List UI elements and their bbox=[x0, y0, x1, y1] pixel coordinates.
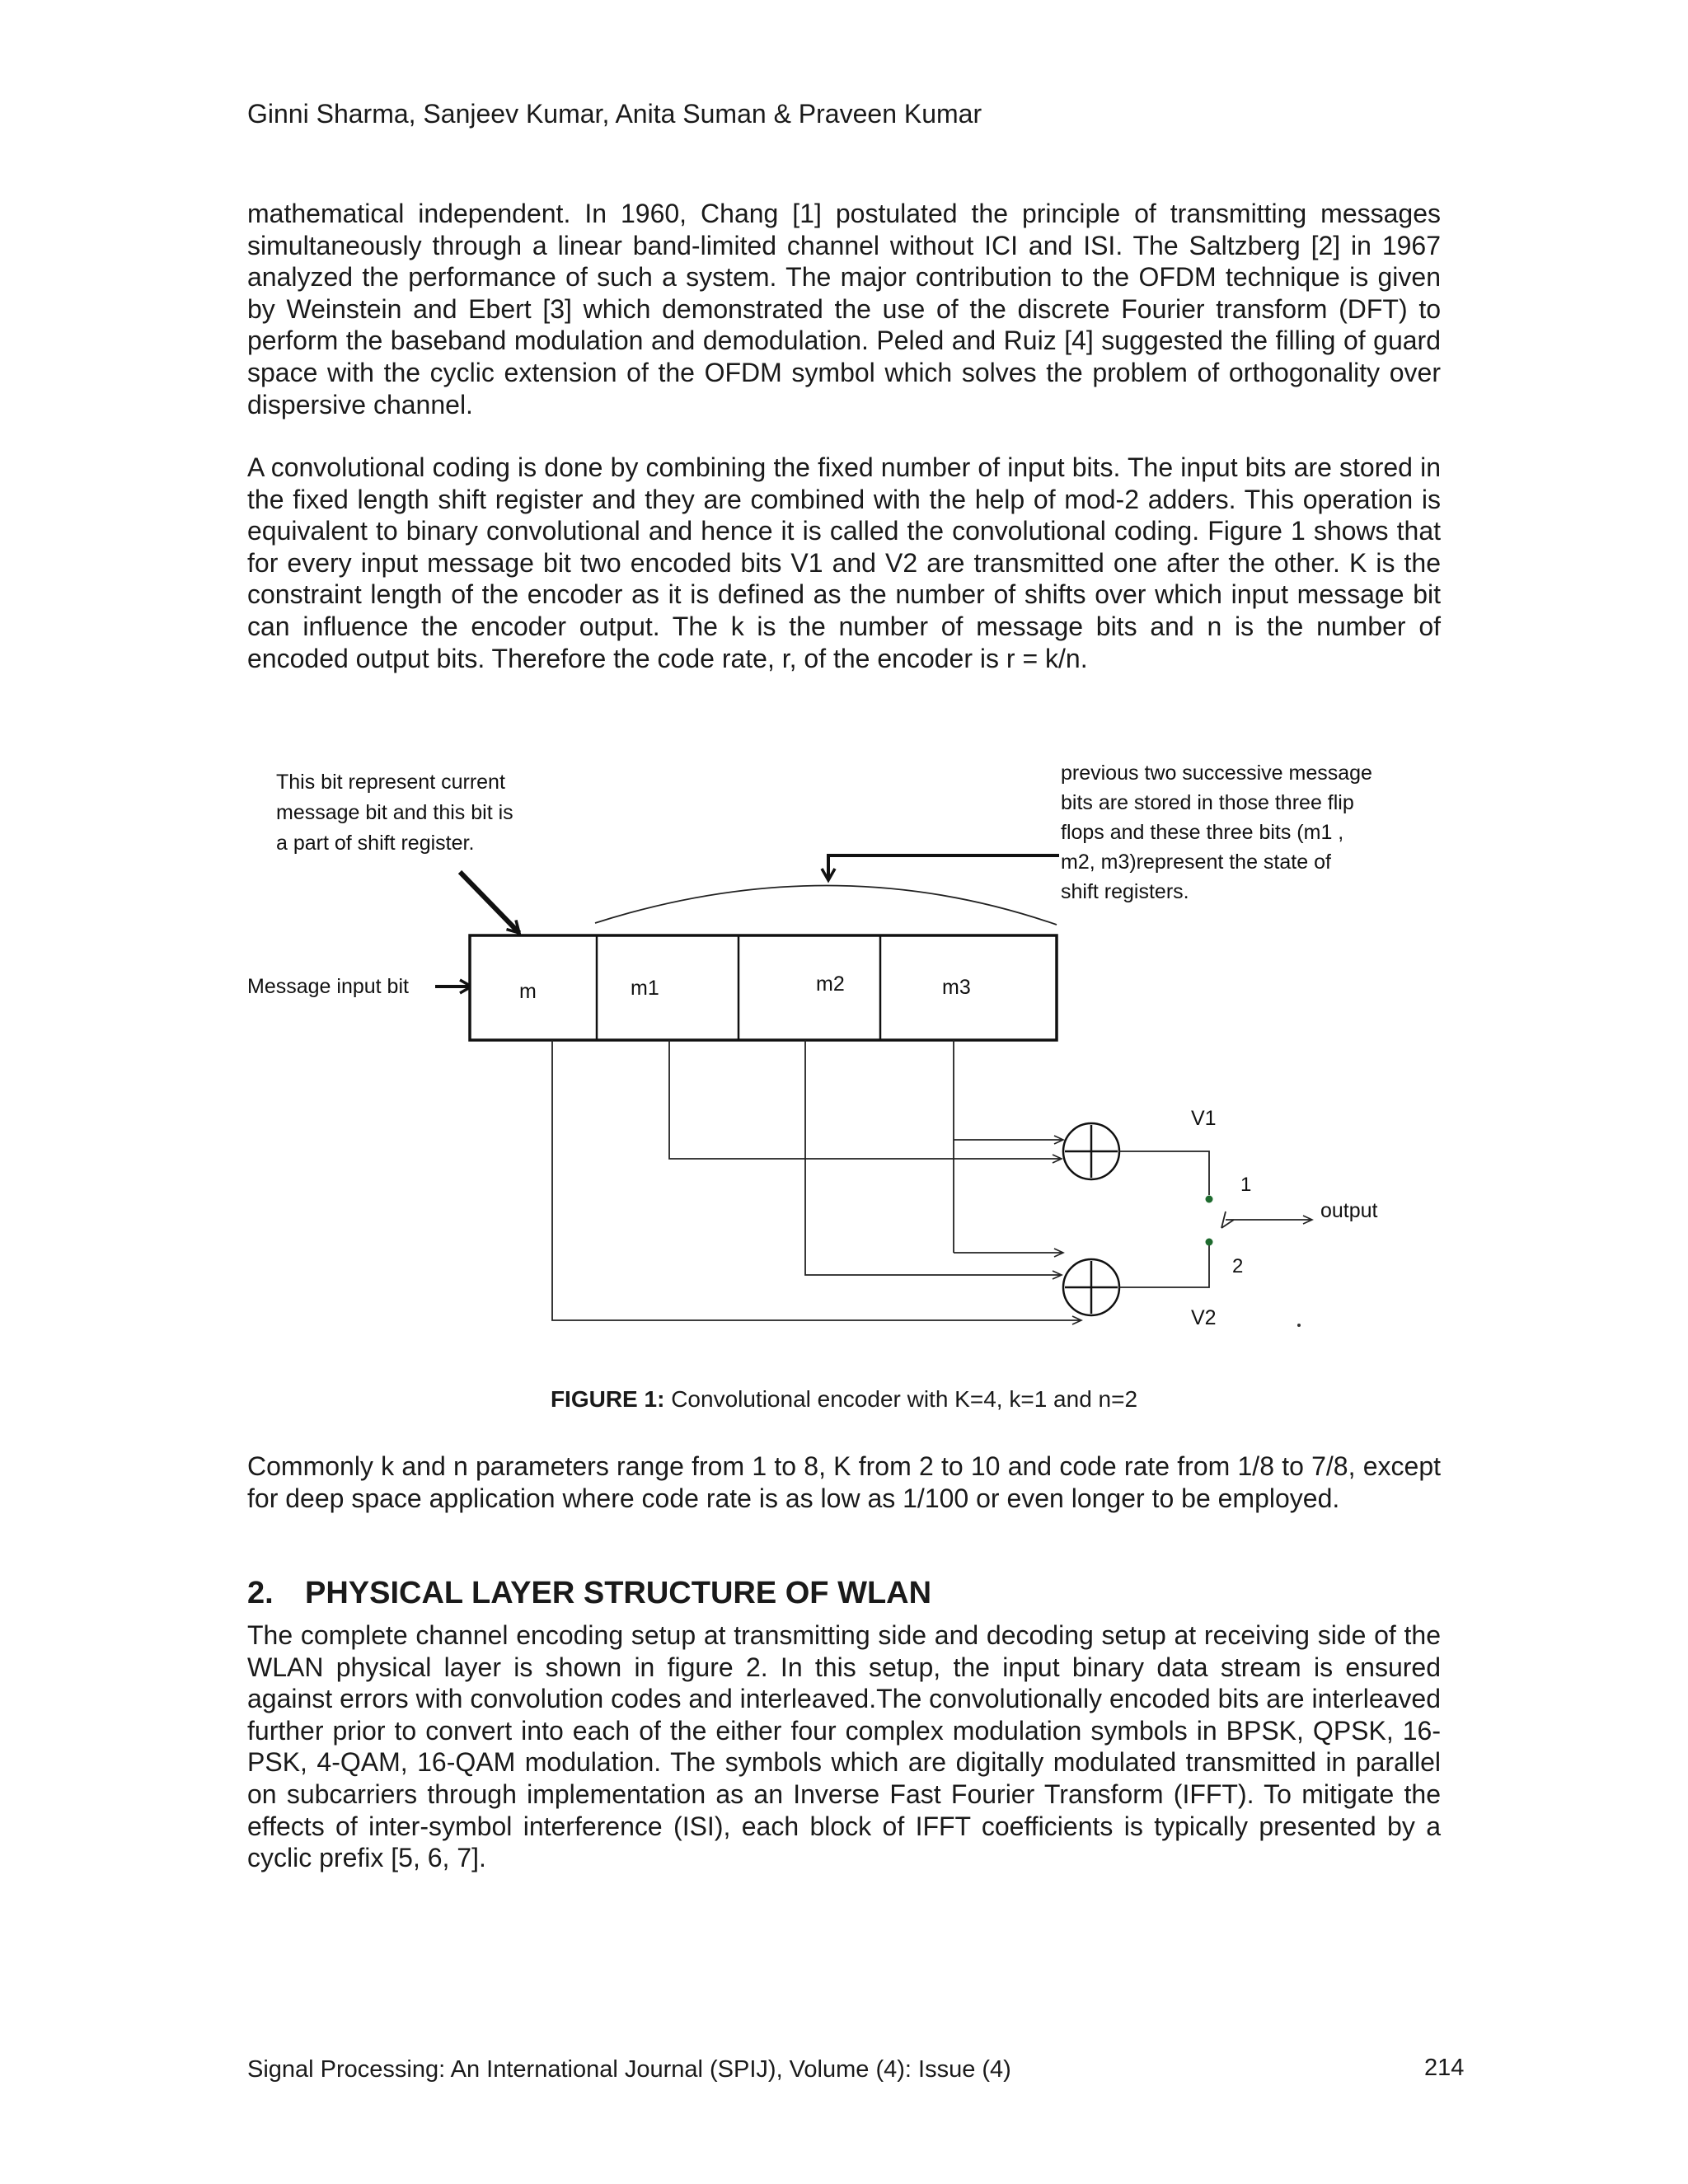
note-left-line-2: message bit and this bit is bbox=[276, 801, 513, 824]
adder-v1 bbox=[1063, 1123, 1119, 1179]
note-left-line-3: a part of shift register. bbox=[276, 832, 475, 855]
tap-wires bbox=[552, 1040, 1081, 1320]
section-heading bbox=[247, 1576, 931, 1611]
paragraph-wlan-physical-layer: The complete channel encoding setup at transmitting side and decoding setup at receiving side of the WLAN physical layer is shown in figure 2. In this setup, the input binary data stream is ensured against errors with convolution codes and interleaved.The convolutionally encoded bits are interleaved further prior to convert into each of the either four complex modulation symbols in BPSK, QPSK, 16-PSK, 4-QAM, 16-QAM modulation. The symbols which are digitally modulated transmitted in parallel on subcarriers through implementation as an Inverse Fast Fourier Transform (IFFT). To mitigate the effects of inter-symbol interference (ISI), each block of IFFT coefficients is typically presented by a cyclic prefix [5, 6, 7]. bbox=[247, 1620, 1441, 1873]
switch-position-1: 1 bbox=[1240, 1174, 1252, 1196]
cell-m1: m1 bbox=[631, 977, 659, 1000]
v2-label: V2 bbox=[1191, 1306, 1217, 1329]
paragraph-ofdm-history: mathematical independent. In 1960, Chang [1] postulated the principle of transmitting messages simultaneously through a linear band-limited channel without ICI and ISI. The Saltzberg [2] in 1967 analyzed the performance of such a system. The major contribution to the OFDM technique is given by Weinstein and Ebert [3] which demonstrated the use of the discrete Fourier transform (DFT) to perform the baseband modulation and demodulation. Peled and Ruiz [4] suggested the filling of guard space with the cyclic extension of the OFDM symbol which solves the problem of orthogonality over dispersive channel. bbox=[247, 199, 1441, 419]
paragraph-parameter-ranges: Commonly k and n parameters range from 1 to 8, K from 2 to 10 and code rate from 1/8 to 7/8, except for deep space application where code rate is as low as 1/100 or even longer to be employed. bbox=[247, 1451, 1441, 1513]
note-right-line-4: m2, m3)represent the state of bbox=[1061, 851, 1331, 874]
cell-m3: m3 bbox=[942, 976, 971, 999]
section-number: 2. bbox=[247, 1576, 274, 1610]
footer-journal: Signal Processing: An International Journal (SPIJ), Volume (4): Issue (4) bbox=[247, 2056, 1011, 2083]
state-bits-brace bbox=[595, 885, 1057, 925]
cell-m2: m2 bbox=[816, 972, 845, 996]
figure-caption-label: FIGURE 1: bbox=[550, 1386, 665, 1412]
v1-label: V1 bbox=[1191, 1107, 1217, 1130]
paragraph-convolutional-coding: A convolutional coding is done by combining the fixed number of input bits. The input bits are stored in the fixed length shift register and they are combined with the help of mod-2 adders. This operation is equivalent to binary convolutional and hence it is called the convolutional coding. Figure 1 shows that for every input message bit two encoded bits V1 and V2 are transmitted one after the other. K is the constraint length of the encoder as it is defined as the number of shifts over which input message bit can influence the encoder output. The k is the number of message bits and n is the number of encoded output bits. Therefore the code rate, r, of the encoder is r = k/n. bbox=[247, 452, 1441, 673]
switch-position-2: 2 bbox=[1232, 1255, 1244, 1277]
note-right-line-5: shift registers. bbox=[1061, 880, 1189, 903]
cell-m: m bbox=[519, 980, 537, 1003]
adder-v2 bbox=[1063, 1259, 1119, 1315]
encoder-diagram bbox=[239, 750, 1385, 1368]
note-right-line-1: previous two successive message bbox=[1061, 762, 1372, 785]
note-right-line-3: flops and these three bits (m1 , bbox=[1061, 821, 1344, 844]
note-right-line-2: bits are stored in those three flip bbox=[1061, 791, 1354, 814]
page-number: 214 bbox=[1424, 2055, 1465, 2081]
output-label: output bbox=[1320, 1199, 1378, 1222]
figure-caption-text: Convolutional encoder with K=4, k=1 and n=2 bbox=[664, 1386, 1138, 1412]
note-state-bits bbox=[1061, 762, 1372, 903]
section-title: PHYSICAL LAYER STRUCTURE OF WLAN bbox=[305, 1576, 932, 1610]
output-switch bbox=[1221, 1212, 1312, 1228]
figure-convolutional-encoder bbox=[239, 750, 1385, 1368]
running-header-authors: Ginni Sharma, Sanjeev Kumar, Anita Suman & Praveen Kumar bbox=[247, 99, 982, 129]
note-current-bit bbox=[276, 771, 513, 855]
figure-caption bbox=[247, 1386, 1441, 1413]
arrow-to-current-bit bbox=[460, 872, 519, 933]
message-input-label: Message input bit bbox=[247, 975, 409, 998]
note-left-line-1: This bit represent current bbox=[276, 771, 505, 794]
arrow-to-state-bits bbox=[828, 855, 1059, 880]
